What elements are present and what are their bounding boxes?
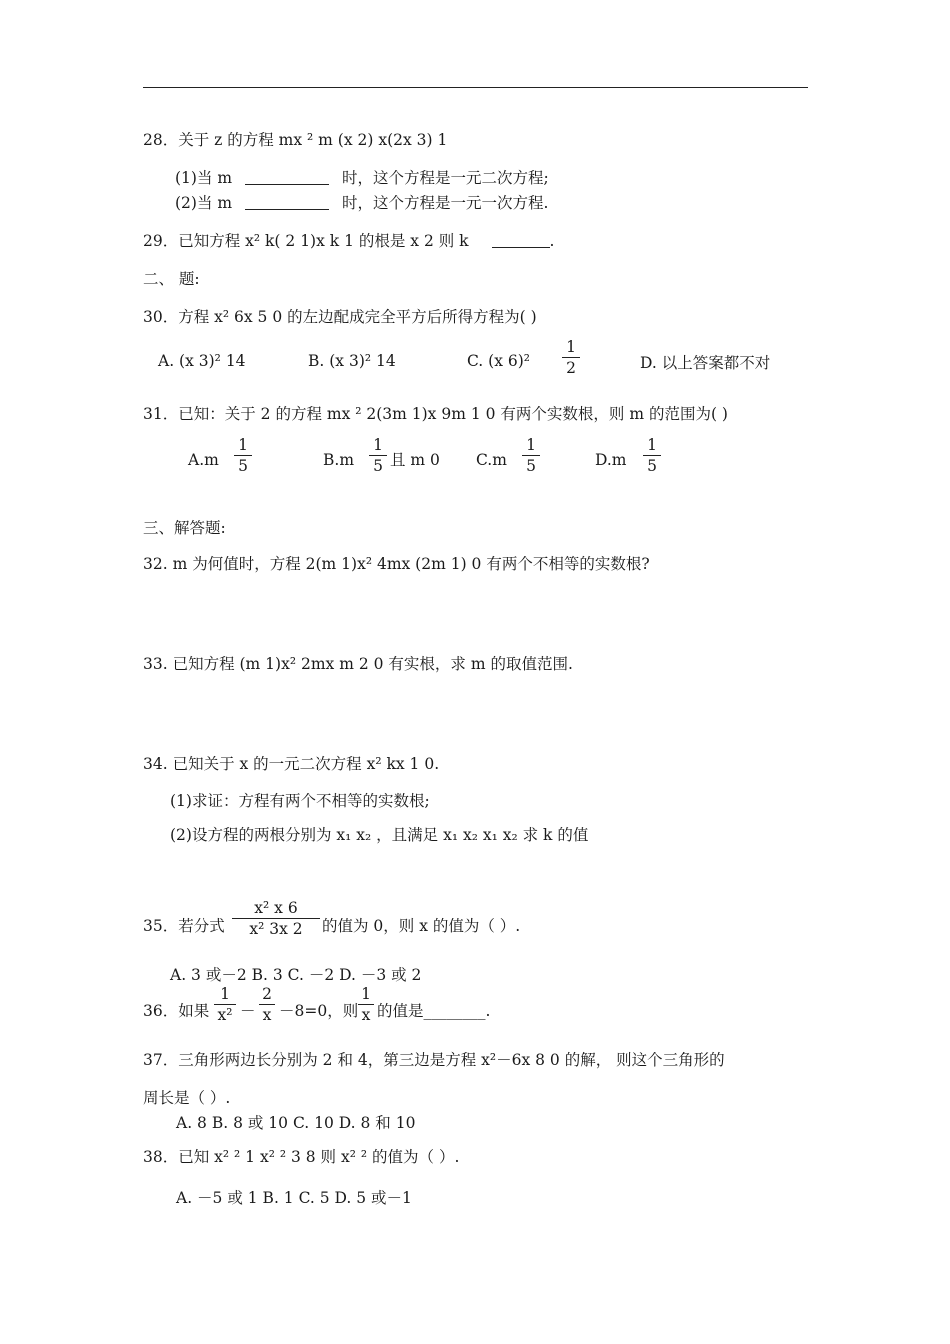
q36-f1-den: x² [217,1006,233,1024]
q36-f3-num: 1 [361,985,371,1003]
q30-stem: 30．方程 x² 6x 5 0 的左边配成完全平方后所得方程为( ) [143,308,537,326]
q37-options: A. 8 B. 8 或 10 C. 10 D. 8 和 10 [176,1114,416,1132]
q28-part2-tail: 时，这个方程是一元一次方程. [341,194,549,212]
q31-b-num: 1 [373,436,383,454]
q31-c-den: 5 [526,457,536,475]
q29-stem: 29．已知方程 x² k( 2 1)x k 1 的根是 x 2 则 k [143,232,469,250]
q31-a-den: 5 [238,457,248,475]
q35-prefix: 35．若分式 [143,917,225,935]
q36-f3-den: x [361,1006,371,1024]
q30-option-c-fraction [562,338,580,377]
q31-stem: 31．已知：关于 2 的方程 mx ² 2(3m 1)x 9m 1 0 有两个实数根，则 m 的范围为( ) [143,405,728,423]
q28-blank-2[interactable] [245,195,329,210]
q30-option-c: C. (x 6)² [467,352,530,370]
q29-tail: . [549,232,555,250]
q31-d-den: 5 [647,457,657,475]
q37-line-1: 37．三角形两边长分别为 2 和 4，第三边是方程 x²－6x 8 0 的解， 则这个三角形的 [143,1051,725,1069]
q31-d-fraction [643,436,661,475]
q36-fraction-3 [358,985,374,1024]
q31-option-d: D.m [595,451,627,469]
q36-f2-num: 2 [262,985,272,1003]
q31-d-num: 1 [647,436,657,454]
q31-option-b-tail: 且 m 0 [390,451,440,469]
q36-fraction-1 [214,985,236,1024]
q28-part1-label: (1)当 m [175,169,233,187]
q31-option-c: C.m [476,451,507,469]
q31-c-fraction [522,436,540,475]
q31-a-num: 1 [238,436,248,454]
q30-option-b: B. (x 3)² 14 [308,352,396,370]
q31-option-b: B.m [323,451,355,469]
q38-options: A. －5 或 1 B. 1 C. 5 D. 5 或－1 [176,1189,412,1207]
q28-blank-1[interactable] [245,170,329,185]
q35-options: A. 3 或－2 B. 3 C. －2 D. －3 或 2 [170,966,422,984]
q35-numerator: x² x 6 [254,899,298,917]
q36-f2-den: x [262,1006,272,1024]
q36-middle: －8=0，则 [279,1002,359,1020]
header-rule [143,87,808,88]
q30-option-d: D. 以上答案都不对 [640,354,771,372]
q35-suffix: 的值为 0，则 x 的值为（ ）. [322,917,521,935]
q35-denominator: x² 3x 2 [249,920,303,938]
section-three-heading: 三、解答题: [143,519,226,537]
q29-blank[interactable] [492,233,550,248]
q28-part2-label: (2)当 m [175,194,233,212]
q28-stem: 28．关于 z 的方程 mx ² m (x 2) x(2x 3) 1 [143,131,448,149]
q28-part1 [175,168,549,188]
q36-fraction-2 [259,985,275,1024]
q31-b-fraction [369,436,387,475]
q31-option-a: A.m [188,451,219,469]
q36-suffix: 的值是________. [377,1002,491,1020]
q28-part2 [175,193,548,213]
q32: 32. m 为何值时，方程 2(m 1)x² 4mx (2m 1) 0 有两个不相等的实数根? [143,555,650,573]
q30-option-a: A. (x 3)² 14 [158,352,246,370]
q36-minus: － [240,1002,256,1020]
q31-c-num: 1 [526,436,536,454]
q36-f1-num: 1 [220,985,230,1003]
section-two-heading: 二、 题: [143,270,200,288]
q31-a-fraction [234,436,252,475]
q30-c-denominator: 2 [566,359,576,377]
q33: 33. 已知方程 (m 1)x² 2mx m 2 0 有实根，求 m 的取值范围. [143,655,573,673]
q34-stem: 34. 已知关于 x 的一元二次方程 x² kx 1 0. [143,755,440,773]
q36-prefix: 36．如果 [143,1002,210,1020]
q34-part1: (1)求证：方程有两个不相等的实数根; [170,792,430,810]
q38-stem: 38．已知 x² ² 1 x² ² 3 8 则 x² ² 的值为（ ）. [143,1148,460,1166]
q29 [143,231,554,251]
q31-b-den: 5 [373,457,383,475]
q35-fraction [232,899,320,938]
q37-line-2: 周长是（ ）. [143,1089,231,1107]
q28-part1-tail: 时，这个方程是一元二次方程; [341,169,549,187]
q30-c-numerator: 1 [566,338,576,356]
q34-part2: (2)设方程的两根分别为 x₁ x₂ ，且满足 x₁ x₂ x₁ x₂ 求 k 的值 [170,826,589,844]
